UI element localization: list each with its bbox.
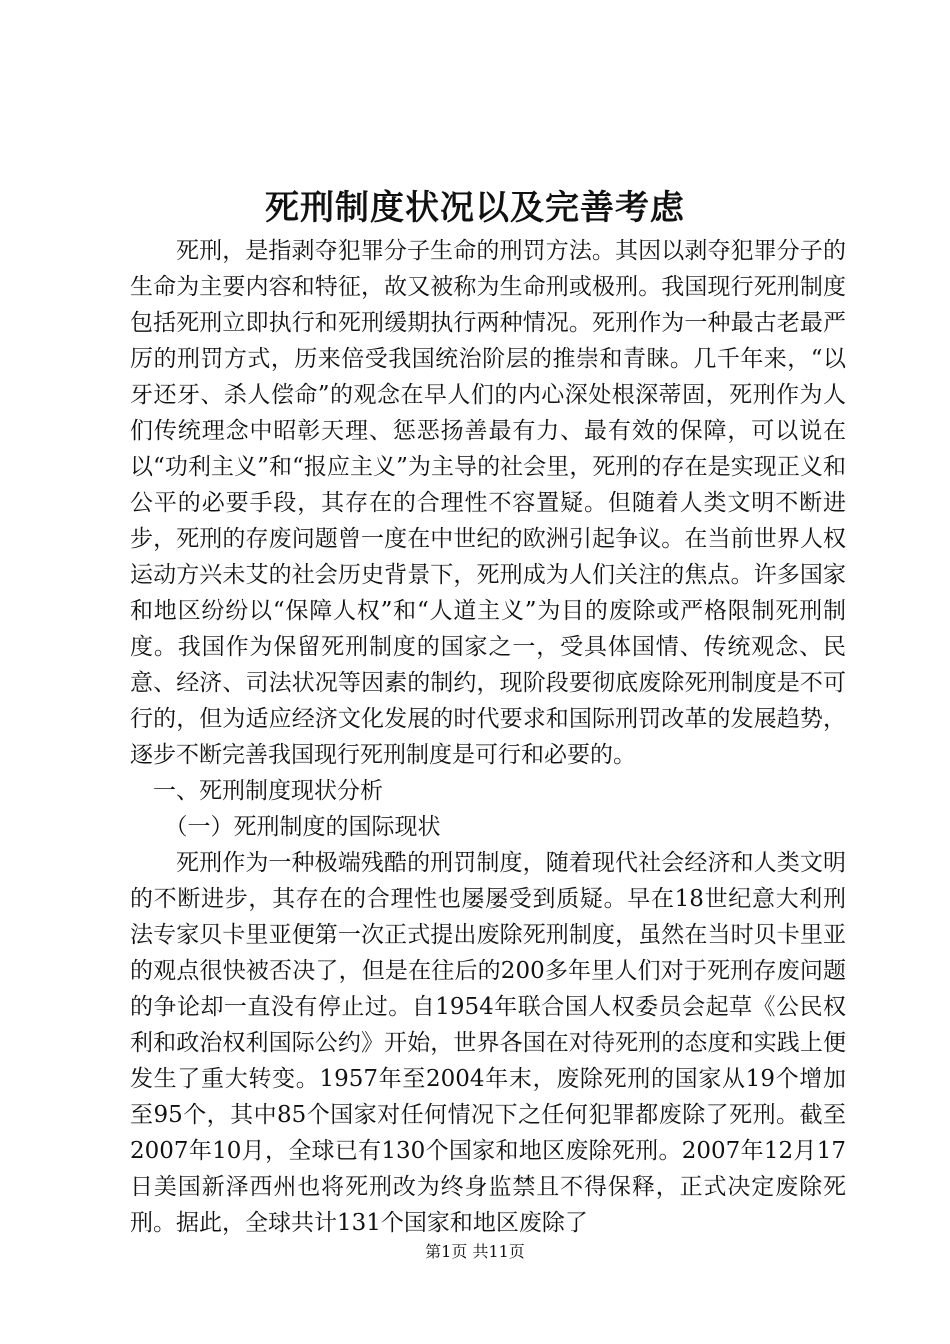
paragraph-intro: 死刑，是指剥夺犯罪分子生命的刑罚方法。其因以剥夺犯罪分子的生命为主要内容和特征，故又被称为生命刑或极刑。我国现行死刑制度包括死刑立即执行和死刑缓期执行两种情况。死刑作为一种最古老最严厉的刑罚方式，历来倍受我国统治阶层的推崇和青睐。几千年来，“以牙还牙、杀人偿命”的观念在早人们的内心深处根深蒂固，死刑作为人们传统理念中昭彰天理、惩恶扬善最有力、最有效的保障，可以说在以“功利主义”和“报应主义”为主导的社会里，死刑的存在是实现正义和公平的必要手段，其存在的合理性不容置疑。但随着人类文明不断进步，死刑的存废问题曾一度在中世纪的欧洲引起争议。在当前世界人权运动方兴未艾的社会历史背景下，死刑成为人们关注的焦点。许多国家和地区纷纷以“保障人权”和“人道主义”为目的废除或严格限制死刑制度。我国作为保留死刑制度的国家之一，受具体国情、传统观念、民意、经济、司法状况等因素的制约，现阶段要彻底废除死刑制度是不可行的，但为适应经济文化发展的时代要求和国际刑罚改革的发展趋势，逐步不断完善我国现行死刑制度是可行和必要的。 [130, 238, 846, 768]
subsection-heading: （一）死刑制度的国际现状 [164, 814, 441, 840]
page-title: 死刑制度状况以及完善考虑 [265, 188, 685, 228]
document-body [130, 233, 846, 1241]
page-footer: 第1页 共11页 [425, 1242, 525, 1261]
paragraph-international-status: 死刑作为一种极端残酷的刑罚制度，随着现代社会经济和人类文明的不断进步，其存在的合理性也屡屡受到质疑。早在18世纪意大利刑法专家贝卡里亚便第一次正式提出废除死刑制度，虽然在当时贝卡里亚的观点很快被否决了，但是在往后的200多年里人们对于死刑存废问题的争论却一直没有停止过。自1954年联合国人权委员会起草《公民权利和政治权利国际公约》开始，世界各国在对待死刑的态度和实践上便发生了重大转变。1957年至2004年末，废除死刑的国家从19个增加至95个，其中85个国家对任何情况下之任何犯罪都废除了死刑。截至2007年10月，全球已有130个国家和地区废除死刑。2007年12月17日美国新泽西州也将死刑改为终身监禁且不得保释，正式决定废除死刑。据此，全球共计131个国家和地区废除了 [130, 850, 846, 1236]
section-heading: 一、死刑制度现状分析 [153, 778, 383, 804]
